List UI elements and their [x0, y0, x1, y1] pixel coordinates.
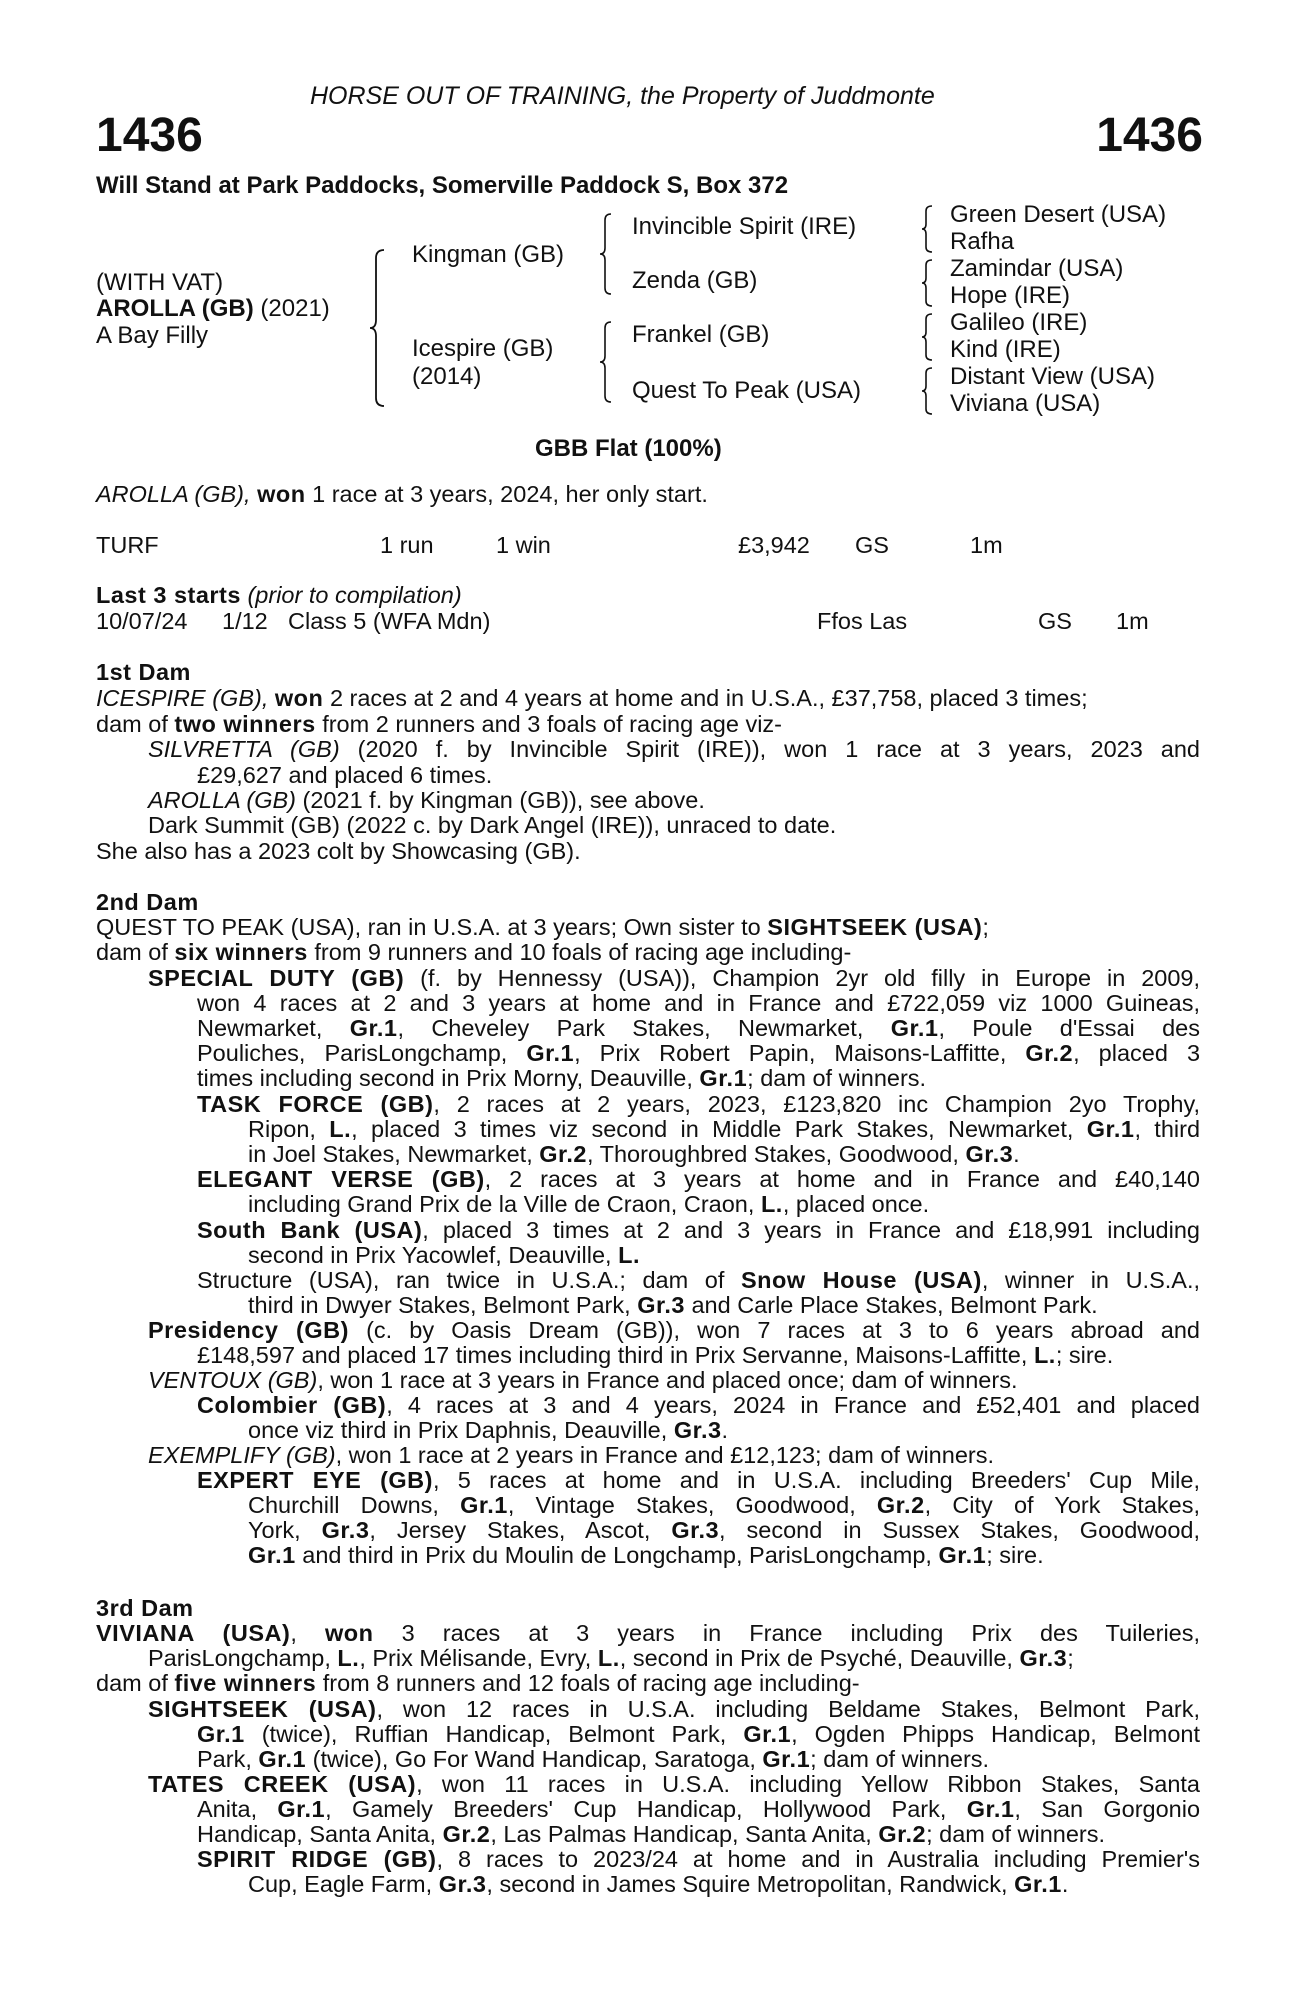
ss-l2-b: (twice), Ruffian Handicap, Belmont Park, — [261, 1721, 727, 1747]
last-start-course: Ffos Las — [817, 608, 908, 634]
sr-l2-a: Cup, Eagle Farm, — [248, 1871, 433, 1897]
ev-l2-c: , placed once. — [782, 1191, 930, 1217]
ss-l3-a: Park, — [197, 1746, 252, 1772]
pr-l2-a: £148,597 and placed 17 times including third in Prix Servanne, Maisons-Laffitte, — [197, 1342, 1028, 1368]
d3-l3-b: five winners — [174, 1670, 317, 1696]
colombier-line-2 — [248, 1418, 728, 1444]
south-bank-name: South Bank (USA) — [197, 1217, 423, 1243]
sbk-l2-a: second in Prix Yacowlef, Deauville, — [248, 1242, 612, 1268]
tates-creek-rest: , won 11 races in U.S.A. including Yellow Ribbon Stakes, Santa — [416, 1771, 1200, 1797]
tc-l3-d: Gr.2 — [878, 1821, 927, 1847]
expert-eye-rest: , 5 races at home and in U.S.A. including Breeders' Cup Mile, — [432, 1467, 1200, 1493]
ee-l3-d: Gr.3 — [671, 1517, 720, 1543]
dam1-prod-b: two winners — [174, 711, 316, 737]
ee-l4-b: and third in Prix du Moulin de Longchamp, ParisLongchamp, — [302, 1542, 932, 1568]
dam1-rest: 2 races at 2 and 4 years at home and in U.S.A., £37,758, placed 3 times; — [329, 685, 1088, 711]
ee-l2-c: , Vintage Stakes, Goodwood, — [507, 1492, 856, 1518]
sd-l3-c: , Cheveley Park Stakes, Newmarket, — [397, 1015, 864, 1041]
dam1-prod-c: from 2 runners and 3 foals of racing age viz- — [322, 711, 782, 737]
ss-l3-e: ; dam of winners. — [810, 1746, 990, 1772]
ped-dds: Distant View (USA) — [950, 363, 1155, 390]
tates-creek-line-2 — [197, 1797, 1200, 1823]
st-l2-b: Gr.3 — [637, 1292, 685, 1318]
summary-won: won — [257, 481, 306, 507]
ventoux-rest: , won 1 race at 3 years in France and placed once; dam of winners. — [317, 1367, 1018, 1393]
vat-note: (WITH VAT) — [96, 269, 224, 296]
sr-l2-d: Gr.1 — [1014, 1871, 1062, 1897]
spirit-ridge-line-2 — [248, 1872, 1068, 1898]
first-dam-heading: 1st Dam — [96, 659, 191, 685]
ped-sds: Zamindar (USA) — [950, 255, 1124, 282]
tc-l2-d: Gr.1 — [966, 1796, 1015, 1822]
third-dam-produce-line — [96, 1671, 860, 1697]
task-force-name: TASK FORCE (GB) — [197, 1091, 434, 1117]
d3-l2-g: ; — [1067, 1645, 1074, 1671]
spirit-ridge-rest: , 8 races to 2023/24 at home and in Australia including Premier's — [436, 1846, 1201, 1872]
sr-l2-c: , second in James Squire Metropolitan, Randwick, — [486, 1871, 1008, 1897]
sd-l3-b: Gr.1 — [349, 1015, 398, 1041]
sd-l4-c: , Prix Robert Papin, Maisons-Laffitte, — [574, 1040, 1007, 1066]
dam: Icespire (GB) — [412, 335, 554, 362]
special-duty-rest: (f. by Hennessy (USA)), Champion 2yr old filly in Europe in 2009, — [420, 965, 1201, 991]
pr-l2-c: ; sire. — [1055, 1342, 1114, 1368]
stand-location: Will Stand at Park Paddocks, Somerville Paddock S, Box 372 — [96, 172, 789, 199]
catalogue-subtitle: HORSE OUT OF TRAINING, the Property of Juddmonte — [310, 82, 935, 110]
co-l2-b: Gr.3 — [673, 1417, 722, 1443]
ped-sss: Green Desert (USA) — [950, 201, 1167, 228]
ss-l3-d: Gr.1 — [762, 1746, 811, 1772]
tf-l3-d: Gr.3 — [965, 1141, 1014, 1167]
sd-l5-a: times including second in Prix Morny, Deauville, — [197, 1065, 693, 1091]
horse-year: (2021) — [260, 295, 330, 322]
sd-l5-b: Gr.1 — [699, 1065, 748, 1091]
d3-l2-b: L. — [337, 1645, 360, 1671]
sightseek-line-2 — [197, 1722, 1200, 1748]
ss-l3-b: Gr.1 — [258, 1746, 307, 1772]
ped-sdd: Hope (IRE) — [950, 282, 1071, 309]
d3-comma: , — [290, 1620, 297, 1646]
tf-l2-a: Ripon, — [248, 1116, 316, 1142]
turf-label: TURF — [96, 532, 159, 558]
tc-l2-a: Anita, — [197, 1796, 258, 1822]
south-bank-line-2 — [248, 1243, 640, 1269]
arolla-produce-name: AROLLA (GB) — [148, 787, 296, 813]
colt-line: She also has a 2023 colt by Showcasing (GB). — [96, 838, 581, 864]
colombier-rest: , 4 races at 3 and 4 years, 2024 in France and £52,401 and placed — [386, 1392, 1201, 1418]
sightseek-name: SIGHTSEEK (USA) — [148, 1696, 377, 1722]
second-dam-produce-line — [96, 940, 851, 966]
special-duty-line-2: won 4 races at 2 and 3 years at home and in France and £722,059 viz 1000 Guineas, — [197, 990, 1200, 1016]
presidency-line-2 — [197, 1343, 1113, 1369]
second-dam-heading: 2nd Dam — [96, 889, 199, 915]
ped-ddd: Viviana (USA) — [950, 390, 1101, 417]
second-dam-line — [96, 915, 989, 941]
dark-summit-line: Dark Summit (GB) (2022 c. by Dark Angel (IRE)), unraced to date. — [148, 812, 837, 838]
elegant-verse-line-1 — [197, 1167, 1200, 1193]
tf-l3-b: Gr.2 — [539, 1141, 587, 1167]
spirit-ridge-line-1 — [197, 1847, 1200, 1873]
south-bank-line-1 — [197, 1218, 1200, 1244]
expert-eye-line-2 — [248, 1493, 1200, 1519]
colombier-name: Colombier (GB) — [197, 1392, 387, 1418]
last-start-race: Class 5 (WFA Mdn) — [288, 608, 491, 634]
lot-number-right: 1436 — [1096, 109, 1203, 162]
st-l2-a: third in Dwyer Stakes, Belmont Park, — [248, 1292, 631, 1318]
tc-l2-e: , San Gorgonio — [1014, 1796, 1201, 1822]
exemplify-name: EXEMPLIFY (GB) — [148, 1442, 336, 1468]
dam-dam: Quest To Peak (USA) — [632, 377, 861, 404]
expert-eye-line-3 — [248, 1518, 1200, 1544]
ee-l2-b: Gr.1 — [460, 1492, 508, 1518]
tf-l2-e: , third — [1134, 1116, 1201, 1142]
d3-l2-d: L. — [597, 1645, 620, 1671]
sd-l4-e: , placed 3 — [1073, 1040, 1201, 1066]
third-dam-heading: 3rd Dam — [96, 1595, 194, 1621]
first-dam-produce-line — [96, 712, 782, 738]
d2-l2-b: six winners — [174, 939, 308, 965]
st-b: Snow House (USA) — [740, 1267, 982, 1293]
tf-l3-c: , Thoroughbred Stakes, Goodwood, — [587, 1141, 959, 1167]
dam1-prod-a: dam of — [96, 711, 168, 737]
sbk-l2-b: L. — [618, 1242, 640, 1268]
silvretta-rest: (2020 f. by Invincible Spirit (IRE)), won 1 race at 3 years, 2023 and — [357, 736, 1201, 762]
tates-creek-line-3 — [197, 1822, 1105, 1848]
presidency-name: Presidency (GB) — [148, 1317, 349, 1343]
ee-l4-d: ; sire. — [986, 1542, 1044, 1568]
turf-prize: £3,942 — [738, 532, 810, 558]
d3-l2-f: Gr.3 — [1019, 1645, 1068, 1671]
tf-l2-c: , placed 3 times viz second in Middle Park Stakes, Newmarket, — [351, 1116, 1074, 1142]
silvretta-name: SILVRETTA (GB) — [148, 736, 340, 762]
last-starts-note: (prior to compilation) — [247, 582, 462, 608]
co-l2-c: . — [721, 1417, 729, 1443]
d3-l2-a: ParisLongchamp, — [148, 1645, 331, 1671]
ss-l2-a: Gr.1 — [197, 1721, 245, 1747]
tf-l3-e: . — [1013, 1141, 1020, 1167]
sd-l3-e: , Poule d'Essai des — [938, 1015, 1200, 1041]
ee-l4-c: Gr.1 — [938, 1542, 987, 1568]
sd-l3-d: Gr.1 — [890, 1015, 939, 1041]
ev-l2-a: including Grand Prix de la Ville de Craon, Craon, — [248, 1191, 755, 1217]
brace-3a — [920, 204, 934, 254]
tf-l2-d: Gr.1 — [1086, 1116, 1135, 1142]
tc-l2-c: , Gamely Breeders' Cup Handicap, Hollywood Park, — [325, 1796, 947, 1822]
exemplify-rest: , won 1 race at 2 years in France and £12,123; dam of winners. — [335, 1442, 994, 1468]
d2-l2-c: from 9 runners and 10 foals of racing age including- — [314, 939, 852, 965]
d2-l1-a: QUEST TO PEAK (USA), ran in U.S.A. at 3 years; Own sister to — [96, 914, 761, 940]
tc-l2-b: Gr.1 — [277, 1796, 326, 1822]
ventoux-line — [148, 1368, 1017, 1394]
task-force-line-2 — [248, 1117, 1200, 1143]
exemplify-line — [148, 1443, 994, 1469]
d2-l1-c: ; — [982, 914, 989, 940]
third-dam-line-1 — [96, 1621, 1200, 1647]
sr-l2-b: Gr.3 — [438, 1871, 487, 1897]
turf-going: GS — [855, 532, 889, 558]
last-start-going: GS — [1038, 608, 1072, 634]
expert-eye-name: EXPERT EYE (GB) — [197, 1467, 433, 1493]
brace-2b — [598, 320, 614, 404]
ped-ssd: Rafha — [950, 228, 1015, 255]
elegant-verse-rest: , 2 races at 3 years at home and in France and £40,140 — [484, 1166, 1200, 1192]
ss-l3-c: (twice), Go For Wand Handicap, Saratoga, — [312, 1746, 756, 1772]
sightseek-rest: , won 12 races in U.S.A. including Beldame Stakes, Belmont Park, — [376, 1696, 1200, 1722]
spirit-ridge-name: SPIRIT RIDGE (GB) — [197, 1846, 437, 1872]
presidency-rest: (c. by Oasis Dream (GB)), won 7 races at 3 to 6 years abroad and — [366, 1317, 1201, 1343]
ee-l4-a: Gr.1 — [248, 1542, 296, 1568]
st-c: , winner in U.S.A., — [981, 1267, 1201, 1293]
d3-name: VIVIANA (USA) — [96, 1620, 291, 1646]
special-duty-line-4 — [197, 1041, 1200, 1067]
last-starts-title — [96, 583, 462, 609]
horse-description: A Bay Filly — [96, 322, 209, 349]
elegant-verse-line-2 — [248, 1192, 929, 1218]
last-start-date: 10/07/24 — [96, 608, 188, 634]
arolla-produce-rest: (2021 f. by Kingman (GB)), see above. — [302, 787, 705, 813]
turf-runs: 1 run — [380, 532, 434, 558]
task-force-line-1 — [197, 1092, 1200, 1118]
dam1-won: won — [274, 685, 324, 711]
ped-dss: Galileo (IRE) — [950, 309, 1088, 336]
ee-l3-e: , second in Sussex Stakes, Goodwood, — [719, 1517, 1201, 1543]
d3-l3-a: dam of — [96, 1670, 168, 1696]
d3-won: won — [325, 1620, 374, 1646]
tc-l3-c: , Las Palmas Handicap, Santa Anita, — [490, 1821, 872, 1847]
st-a: Structure (USA), ran twice in U.S.A.; dam of — [197, 1267, 725, 1293]
ped-dsd: Kind (IRE) — [950, 336, 1061, 363]
arolla-line — [148, 788, 705, 814]
sd-l4-b: Gr.1 — [526, 1040, 575, 1066]
last-start-distance: 1m — [1116, 608, 1149, 634]
special-duty-line-1 — [148, 966, 1200, 992]
expert-eye-line-4 — [248, 1543, 1044, 1569]
dam1-name: ICESPIRE (GB), — [96, 685, 269, 711]
tc-l3-a: Handicap, Santa Anita, — [197, 1821, 437, 1847]
ee-l3-b: Gr.3 — [321, 1517, 370, 1543]
silvretta-line — [148, 737, 1200, 763]
tf-l3-a: in Joel Stakes, Newmarket, — [248, 1141, 533, 1167]
d3-l2-c: , Prix Mélisande, Evry, — [359, 1645, 592, 1671]
brace-3d — [920, 366, 934, 416]
ss-l2-d: , Ogden Phipps Handicap, Belmont — [791, 1721, 1201, 1747]
sightseek-line-1 — [148, 1697, 1200, 1723]
elegant-verse-name: ELEGANT VERSE (GB) — [197, 1166, 485, 1192]
summary-name: AROLLA (GB), — [96, 481, 251, 507]
race-summary — [96, 482, 708, 508]
silvretta-line-2: £29,627 and placed 6 times. — [197, 762, 493, 788]
ee-l3-c: , Jersey Stakes, Ascot, — [369, 1517, 651, 1543]
brace-1 — [368, 248, 388, 408]
d3-l3-c: from 8 runners and 12 foals of racing age including- — [322, 1670, 860, 1696]
horse-name-line — [96, 296, 330, 322]
ss-l2-c: Gr.1 — [743, 1721, 792, 1747]
sire-dam: Zenda (GB) — [632, 267, 758, 294]
pr-l2-b: L. — [1033, 1342, 1056, 1368]
sd-l4-d: Gr.2 — [1025, 1040, 1074, 1066]
ee-l2-e: , City of York Stakes, — [924, 1492, 1201, 1518]
ventoux-name: VENTOUX (GB) — [148, 1367, 318, 1393]
brace-3b — [920, 258, 934, 308]
task-force-line-3 — [248, 1142, 1020, 1168]
presidency-line-1 — [148, 1318, 1200, 1344]
dam-year: (2014) — [412, 363, 482, 390]
third-dam-line-2 — [148, 1646, 1074, 1672]
sd-l5-c: ; dam of winners. — [747, 1065, 927, 1091]
ee-l2-a: Churchill Downs, — [248, 1492, 439, 1518]
turf-distance: 1m — [970, 532, 1003, 558]
st-l2-c: and Carle Place Stakes, Belmont Park. — [691, 1292, 1098, 1318]
sd-l3-a: Newmarket, — [197, 1015, 323, 1041]
tc-l3-e: ; dam of winners. — [926, 1821, 1106, 1847]
sd-l4-a: Pouliches, ParisLongchamp, — [197, 1040, 508, 1066]
task-force-rest: , 2 races at 2 years, 2023, £123,820 inc Champion 2yo Trophy, — [433, 1091, 1200, 1117]
sightseek-line-3 — [197, 1747, 989, 1773]
gbb-note: GBB Flat (100%) — [535, 435, 722, 462]
d3-rest: 3 races at 3 years in France including Prix des Tuileries, — [401, 1620, 1201, 1646]
south-bank-rest: , placed 3 times at 2 and 3 years in France and £18,991 including — [422, 1217, 1200, 1243]
sire: Kingman (GB) — [412, 241, 565, 268]
special-duty-line-5 — [197, 1066, 926, 1092]
d3-l2-e: , second in Prix de Psyché, Deauville, — [619, 1645, 1013, 1671]
summary-rest: 1 race at 3 years, 2024, her only start. — [312, 481, 708, 507]
structure-line-2 — [248, 1293, 1098, 1319]
brace-2a — [598, 212, 614, 296]
ev-l2-b: L. — [760, 1191, 783, 1217]
tc-l3-b: Gr.2 — [442, 1821, 491, 1847]
tates-creek-line-1 — [148, 1772, 1200, 1798]
tf-l2-b: L. — [329, 1116, 352, 1142]
turf-wins: 1 win — [496, 532, 551, 558]
colombier-line-1 — [197, 1393, 1200, 1419]
lot-number-left: 1436 — [96, 109, 203, 162]
sire-sire: Invincible Spirit (IRE) — [632, 213, 857, 240]
horse-name: AROLLA (GB) — [96, 295, 254, 322]
expert-eye-line-1 — [197, 1468, 1200, 1494]
structure-line-1 — [197, 1268, 1200, 1294]
d2-l2-a: dam of — [96, 939, 168, 965]
d2-l1-b: SIGHTSEEK (USA) — [767, 914, 983, 940]
dam-sire: Frankel (GB) — [632, 321, 770, 348]
tates-creek-name: TATES CREEK (USA) — [148, 1771, 417, 1797]
sr-l2-e: . — [1061, 1871, 1069, 1897]
last-starts-heading: Last 3 starts — [96, 582, 241, 608]
special-duty-line-3 — [197, 1016, 1200, 1042]
ee-l3-a: York, — [248, 1517, 301, 1543]
brace-3c — [920, 312, 934, 362]
last-start-position: 1/12 — [222, 608, 268, 634]
special-duty-name: SPECIAL DUTY (GB) — [148, 965, 405, 991]
co-l2-a: once viz third in Prix Daphnis, Deauville, — [248, 1417, 668, 1443]
ee-l2-d: Gr.2 — [876, 1492, 925, 1518]
first-dam-line — [96, 686, 1088, 712]
